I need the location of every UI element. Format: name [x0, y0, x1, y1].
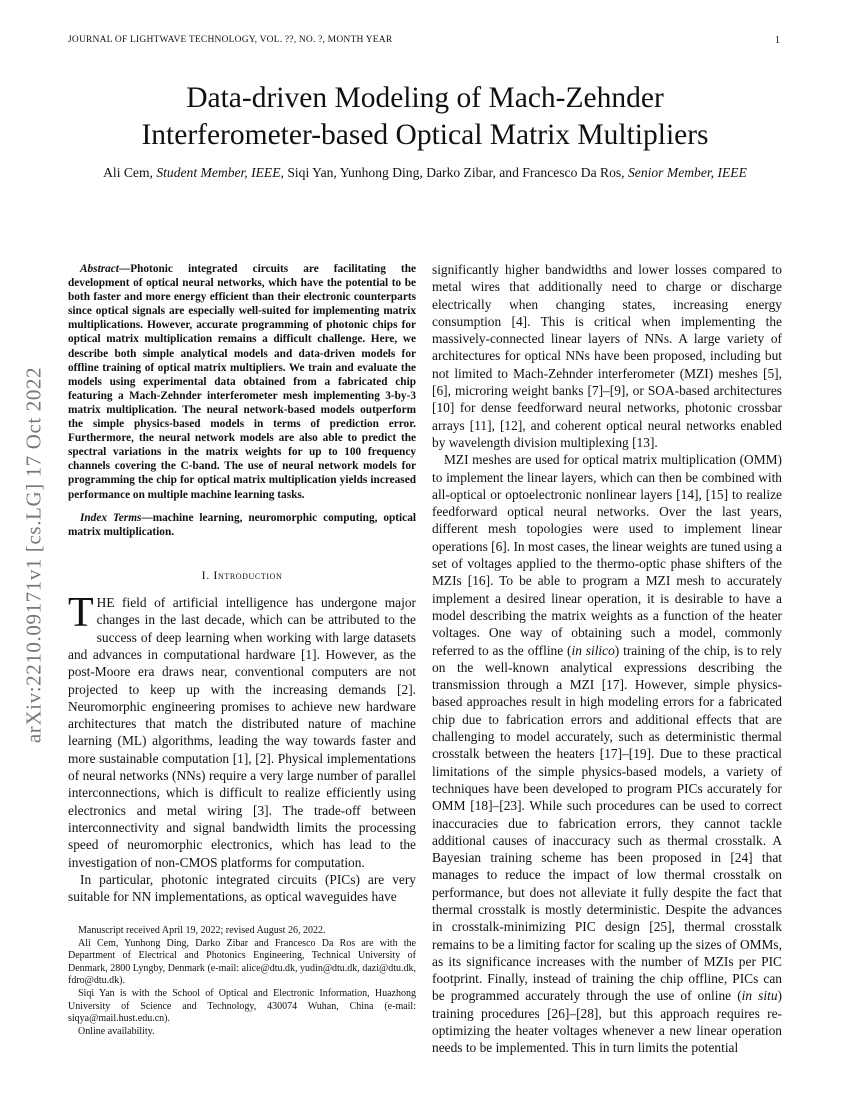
right-paragraph-2-part-2: ) training of the chip, is to rely on the well-known analytical expressions describing the transmission through a MZI [17]. However, simple physics-based approaches result in high modeling errors for a fabricated chip due to fabrication errors and additional effects that are challenging to model accurately, such as deterministic thermal crosstalk between the heaters [17]–[19]. Due to these practical limitations of the simple physics-based models, a variety of techniques have been developed to program PICs accurately for OMM [18]–[23]. While such procedures can be used to correct inaccuracies due to fabrication errors, they cannot tackle additional causes of inaccuracy such as thermal crosstalk. A Bayesian training scheme has been proposed in [24] that manages to reduce the impact of low thermal crosstalk on performance, but does not alleviate it fully despite the fact that thermal crosstalk is mostly deterministic. Despite the advances in crosstalk-minimizing PIC design [25], thermal crosstalk remains to be a limiting factor for scaling up the sizes of OMMs, as its significance increases with the number of MZIs per PIC footprint. Finally, instead of training the chip offline, PICs can be programmed accurately through the use of online (	[432, 642, 782, 1004]
abstract	[68, 262, 416, 502]
title-line-2: Interferometer-based Optical Matrix Multipliers	[141, 119, 709, 151]
intro-paragraph-1-text: HE field of artificial intelligence has undergone major changes in the last decade, which can be attributed to the success of deep learning when working with large datasets and advances in computational hardware [1]. However, as the post-Moore era draws near, conventional computers are not projected to keep up with the increasing demands [2]. Neuromorphic engineering promises to achieve new hardware architectures that match the distributed nature of machine learning (ML) algorithms, leading the way towards faster and more sustainable computation [1], [2]. Physical implementations of neural networks (NNs) require a very large number of parallel interconnections, which is difficult to realize efficiently using electronics and metal wiring [3]. The trade-off between interconnectivity and signal bandwidth limits the processing speed of neuromorphic electronics, which has lead to the investigation of non-CMOS platforms for computation.	[68, 595, 416, 870]
footnote-affiliation-hust: Siqi Yan is with the School of Optical and Electronic Information, Huazhong University of Science and Technology, 430074 Wuhan, China (e-mail: siqya@mail.hust.edu.cn).	[68, 987, 416, 1025]
drop-cap: T	[68, 590, 94, 637]
footnote-availability: Online availability.	[78, 1025, 155, 1037]
footnotes	[68, 925, 416, 1038]
index-terms-label: Index Terms	[80, 511, 142, 524]
intro-paragraph-1	[68, 590, 416, 871]
right-column	[432, 261, 782, 1057]
running-head: JOURNAL OF LIGHTWAVE TECHNOLOGY, VOL. ??, NO. ?, MONTH YEAR	[68, 35, 393, 45]
other-authors: Siqi Yan, Yunhong Ding, Darko Zibar, and Francesco Da Ros,	[283, 165, 628, 180]
right-paragraph-2-part-1: MZI meshes are used for optical matrix multiplication (OMM) to implement the linear layers, which can then be combined with all-optical or optoelectronic nonlinear layers [14], [15] to realize feedforward optical neural networks. Over the last years, different mesh topologies were used to implement linear operations [6]. In most cases, the linear weights are tuned using a set of voltages applied to the thermo-optic phase shifters of the MZIs [16]. To be able to program a MZI mesh to accurately implement a desired linear operation, it is desirable to have a model describing the matrix weights as a function of the heater voltages. One way of obtaining such a model, commonly referred to as the offline (	[432, 452, 782, 658]
index-terms-text: —machine learning, neuromorphic computing, optical matrix multiplication.	[68, 511, 416, 538]
in-situ-term: in situ	[741, 988, 778, 1004]
title-line-1: Data-driven Modeling of Mach-Zehnder	[186, 82, 664, 114]
footnote-affiliation-dtu: Ali Cem, Yunhong Ding, Darko Zibar and Francesco Da Ros are with the Department of Electrical and Photonics Engineering, Technical University of Denmark, 2800 Lyngby, Denmark (e-mail: alice@dtu.dk, yudin@dtu.dk, dazi@dtu.dk, fdro@dtu.dk).	[68, 937, 416, 987]
footnote-manuscript: Manuscript received April 19, 2022; revised August 26, 2022.	[78, 925, 326, 936]
abstract-label: Abstract	[80, 263, 119, 275]
page-number: 1	[775, 35, 780, 46]
section-title: Introduction	[213, 567, 283, 582]
last-author-membership: Senior Member, IEEE	[627, 165, 747, 180]
arxiv-identifier: arXiv:2210.09171v1 [cs.LG] 17 Oct 2022	[21, 366, 46, 744]
left-column	[68, 262, 416, 905]
intro-paragraph-2: In particular, photonic integrated circuits (PICs) are very suitable for NN implementations, as optical waveguides have	[68, 871, 416, 905]
section-heading-introduction	[68, 567, 416, 584]
right-paragraph-1: significantly higher bandwidths and lower losses compared to metal wires that additionally need to charge or discharge electrically when changing states, increasing energy consumption [4]. This is critical when implementing the massively-connected linear layers of NNs. A large variety of architectures for optical NNs have been proposed, including but not limited to Mach-Zehnder interferometer (MZI) meshes [5], [6], microring weight banks [7]–[9], or SOA-based architectures [10] for dense feedforward neural networks, photonic crossbar arrays [11], [12], and coherent optical neural networks enabled by wavelength division multiplexing [13].	[432, 262, 782, 450]
in-silico-term: in silico	[571, 642, 615, 658]
right-paragraph-2-part-3: ) training procedures [26]–[28], but this approach requires re-optimizing the heater voltages whenever a new linear operation needs to be implemented. This in turn limits the potential	[432, 988, 782, 1056]
index-terms	[68, 511, 416, 539]
right-paragraph-2	[432, 451, 782, 1056]
paper-title	[68, 80, 782, 154]
abstract-text: —Photonic integrated circuits are facilitating the development of optical neural networks, which have the potential to be both faster and more energy efficient than their electronic counterparts since optical signals are especially well-suited for implementing matrix multiplications. However, accurate programming of photonic chips for optical matrix multiplication remains a difficult challenge. Here, we describe both simple analytical models and data-driven models for offline training of optical matrix multipliers. We train and evaluate the models using experimental data obtained from a fabricated chip featuring a Mach-Zehnder interferometer mesh implementing 3-by-3 matrix multiplication. The neural network-based models outperform the simple physics-based models in terms of prediction error. Furthermore, the neural network models are also able to predict the spectral variations in the matrix weights for up to 100 frequency channels covering the C-band. The use of neural network models for programming the chip for optical matrix multiplication yields increased performance on multiple machine learning tasks.	[68, 263, 416, 501]
author-1: Ali Cem,	[103, 165, 157, 180]
author-list	[68, 163, 782, 182]
author-1-membership: Student Member, IEEE,	[156, 165, 284, 180]
section-numeral: I.	[201, 567, 214, 582]
